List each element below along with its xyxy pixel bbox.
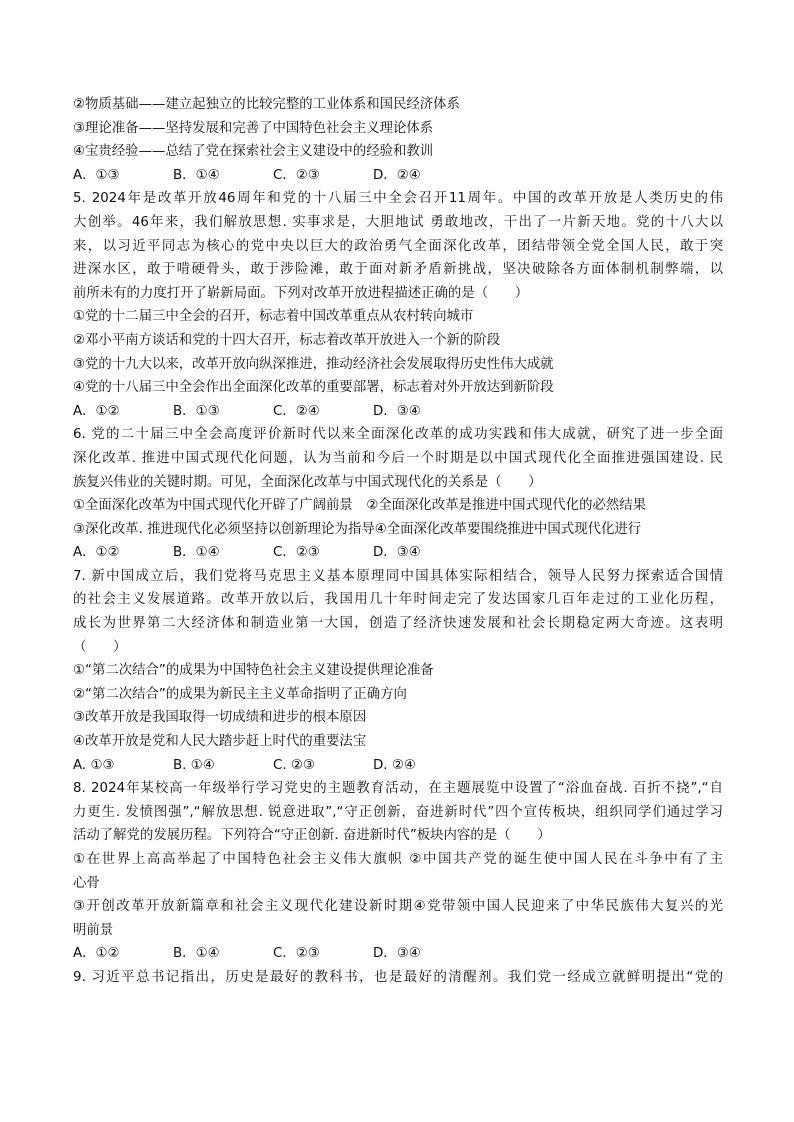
choice-line: ①党的十二届三中全会的召开，标志着中国改革重点从农村转向城市 — [73, 309, 474, 325]
option-c: C．②③ — [273, 167, 320, 183]
question-stem-line: 8. 2024年某校高一年级举行学习党史的主题教育活动，在主题展览中设置了“浴血奋战. 百折不挠”,“自 — [73, 781, 723, 797]
question-stem-line: 6. 党的二十届三中全会高度评价新时代以来全面深化改革的成功实践和伟大成就，研究了进一步全面 — [73, 427, 723, 443]
choice-line: ③深化改革. 推进现代化必须坚持以创新理论为指导④全面深化改革要围绕推进中国式现代化进行 — [73, 521, 642, 537]
option-b: B．①③ — [173, 403, 220, 419]
question-stem-line: （ ） — [73, 639, 127, 655]
option-b: B．①④ — [173, 545, 220, 561]
question-stem-line: 族复兴伟业的关键时期。可见，全面深化改革与中国式现代化的关系是（ ） — [73, 474, 542, 490]
choice-line: ④宝贵经验——总结了党在探索社会主义建设中的经验和教训 — [73, 144, 434, 160]
question-stem-line: 来，以习近平同志为核心的党中央以巨大的政治勇气全面深化改革，团结带领全党全国人民，敢于突 — [73, 238, 723, 254]
choice-line: ③改革开放是我国取得一切成绩和进步的根本原因 — [73, 710, 367, 726]
option-d: D．③④ — [373, 403, 421, 419]
question-stem-line: 大创举。46年来，我们解放思想. 实事求是，大胆地试 勇敢地改，干出了一片新天地。党的十八大以 — [73, 214, 723, 230]
exam-page — [73, 93, 723, 990]
choice-line: ③党的十九大以来，改革开放向纵深推进，推动经济社会发展取得历史性伟大成就 — [73, 356, 554, 372]
option-c: C．②④ — [273, 403, 320, 419]
choice-line: ④改革开放是党和人民大踏步赶上时代的重要法宝 — [73, 734, 367, 750]
option-a: A．①② — [73, 946, 120, 962]
question-7 — [73, 565, 723, 777]
question-stem-line: 成长为世界第二大经济体和制造业第一大国，创造了经济快速发展和社会长期稳定两大奇迹。这表明 — [73, 616, 723, 632]
option-b: B．①④ — [173, 167, 220, 183]
choice-line: ④党的十八届三中全会作出全面深化改革的重要部署，标志着对外开放达到新阶段 — [73, 380, 554, 396]
question-4-tail — [73, 93, 723, 187]
answer-options — [73, 541, 723, 565]
question-stem-line: 前所未有的力度打开了崭新局面。下列对改革开放进程描述正确的是（ ） — [73, 285, 529, 301]
choice-line: ①“第二次结合”的成果为中国特色社会主义建设提供理论准备 — [73, 663, 434, 679]
answer-options — [73, 400, 723, 424]
choice-line: ①全面深化改革为中国式现代化开辟了广阔前景 ②全面深化改革是推进中国式现代化的必然结果 — [73, 498, 647, 514]
choice-line: 心骨 — [73, 875, 100, 891]
question-9 — [73, 966, 723, 990]
question-6 — [73, 423, 723, 565]
option-d: D．③④ — [373, 946, 421, 962]
choice-line: ②物质基础——建立起独立的比较完整的工业体系和国民经济体系 — [73, 97, 460, 112]
option-d: D. ②④ — [373, 757, 416, 773]
option-b: B．①④ — [173, 946, 220, 962]
option-a: A．①② — [73, 403, 120, 419]
option-a: A. ①③ — [73, 757, 115, 773]
question-stem-line: 活动了解党的发展历程。下列符合“守正创新. 奋进新时代”板块内容的是（ ） — [73, 828, 551, 844]
choice-line: ②邓小平南方谈话和党的十四大召开，标志着改革开放进入一个新的阶段 — [73, 332, 501, 348]
question-8 — [73, 777, 723, 966]
choice-line: ③理论准备——坚持发展和完善了中国特色社会主义理论体系 — [73, 120, 434, 136]
question-stem-line: 9. 习近平总书记指出，历史是最好的教科书，也是最好的清醒剂。我们党一经成立就鲜明提出“党的 — [73, 969, 723, 985]
choice-line: ①在世界上高高举起了中国特色社会主义伟大旗帜 ②中国共产党的诞生使中国人民在斗争中有了主 — [73, 852, 723, 867]
option-c: C. ②③ — [273, 757, 315, 773]
choice-line: ②“第二次结合”的成果为新民主主义革命指明了正确方向 — [73, 686, 407, 702]
choice-line: ③开创改革开放新篇章和社会主义现代化建设新时期④党带领中国人民迎来了中华民族伟大复兴的光 — [73, 899, 723, 915]
option-d: D．②④ — [373, 167, 421, 183]
question-stem-line: 力更生. 发愤图强”,“解放思想. 锐意进取”,“守正创新，奋进新时代”四个宣传板块，组织同学们通过学习 — [73, 804, 723, 820]
option-d: D．③④ — [373, 545, 421, 561]
option-a: A．①③ — [73, 167, 120, 183]
question-stem-line: 进深水区，敢于啃硬骨头，敢于涉险滩，敢于面对新矛盾新挑战，坚决破除各方面体制机制弊端，以 — [73, 262, 723, 278]
option-c: C．②③ — [273, 946, 320, 962]
choice-line: 明前景 — [73, 922, 114, 938]
question-stem-line: 的社会主义发展道路。改革开放以后，我国用几十年时间走完了发达国家几百年走过的工业化历程， — [73, 592, 723, 608]
answer-options — [73, 164, 723, 188]
option-c: C．②③ — [273, 545, 320, 561]
option-a: A．①② — [73, 545, 120, 561]
option-b: B. ①④ — [173, 757, 215, 773]
answer-options — [73, 942, 723, 966]
question-stem-line: 7. 新中国成立后，我们党将马克思主义基本原理同中国具体实际相结合，领导人民努力探索适合国情 — [73, 568, 723, 584]
question-stem-line: 5. 2024年是改革开放46周年和党的十八届三中全会召开11周年。中国的改革开放是人类历史的伟 — [73, 191, 723, 207]
answer-options — [73, 754, 723, 778]
question-5 — [73, 187, 723, 423]
question-stem-line: 深化改革. 推进中国式现代化问题，认为当前和今后一个时期是以中国式现代化全面推进强国建设. 民 — [73, 450, 723, 466]
